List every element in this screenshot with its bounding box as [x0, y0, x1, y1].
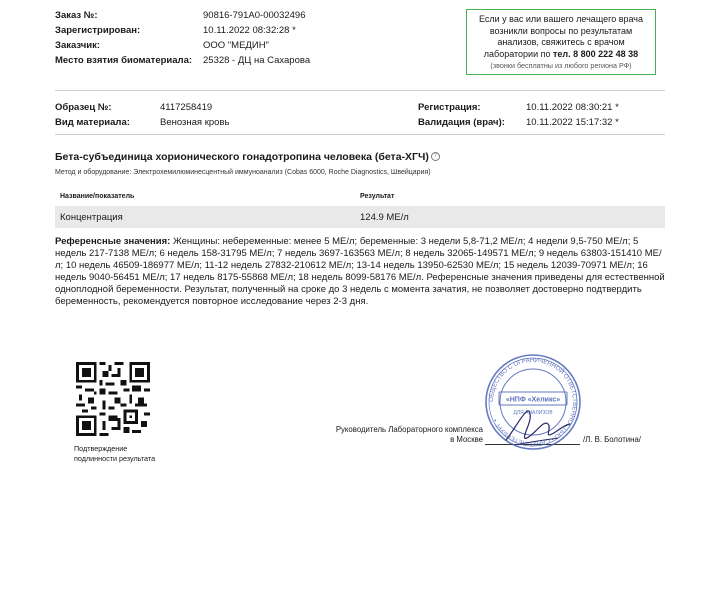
row-name: Концентрация [60, 212, 123, 223]
registered-label: Зарегистрирован: [55, 25, 141, 36]
sample-label: Образец №: [55, 102, 112, 113]
info-line-4-prefix: лаборатории по [483, 48, 553, 59]
test-title [55, 151, 440, 163]
help-icon[interactable]: ? [431, 152, 440, 161]
registered-value: 10.11.2022 08:32:28 * [203, 25, 296, 36]
order-value: 90816-791A0-00032496 [203, 10, 306, 21]
info-line-2: возникли вопросы по результатам [489, 25, 633, 36]
stamp-sub-text: ДЛЯ АНАЛИЗОВ [513, 410, 553, 416]
signer-title [318, 425, 483, 445]
qr-caption-line-2: подлинности результата [74, 454, 156, 463]
signature-icon [500, 400, 580, 452]
order-label: Заказ №: [55, 10, 98, 21]
phone-number[interactable]: тел. 8 800 222 48 38 [553, 48, 639, 59]
customer-label: Заказчик: [55, 40, 101, 51]
stamp-outer-text: ОБЩЕСТВО С ОГРАНИЧЕННОЙ ОТВЕТСТВЕННОСТЬЮ • САНКТ-ПЕТЕРБУРГ • [487, 356, 579, 448]
site-value: 25328 - ДЦ на Сахарова [203, 55, 311, 66]
info-line-4 [467, 49, 655, 61]
contact-info-box [466, 9, 656, 75]
registration-label: Регистрация: [418, 102, 481, 113]
divider [55, 134, 665, 135]
signer-name: /Л. В. Болотина/ [583, 435, 641, 444]
info-line-5: (звонки бесплатны из любого региона РФ) [490, 61, 632, 70]
reference-label: Референсные значения: [55, 236, 171, 247]
reference-values [55, 236, 665, 308]
registration-value: 10.11.2022 08:30:21 * [526, 102, 619, 113]
info-line-1: Если у вас или вашего лечащего врача [478, 14, 644, 24]
qr-caption [74, 444, 155, 464]
material-label: Вид материала: [55, 117, 130, 128]
qr-caption-line-1: Подтверждение [74, 444, 128, 453]
column-header-result: Результат [360, 193, 395, 200]
signer-line-1: Руководитель Лабораторного комплекса [335, 425, 483, 434]
stamp-center-text: «НПФ «Хеликс» [505, 396, 561, 404]
column-header-name: Название/показатель [60, 193, 135, 200]
reference-text: Женщины: небеременные: менее 5 МЕ/л; беременные: 3 недели 5,8-71,2 МЕ/л; 4 недели 9,5-750 МЕ/л; 5 недель 217-7138 МЕ/л; 6 недель 158-31795 МЕ/л; 7 недель 3697-163563 МЕ/л; 8 недель 32065-149571 МЕ/л; 9 недель 63803-151410 МЕ/л; 10 недель 46509-186977 МЕ/л; 11-12 недель 27832-210612 МЕ/л; 13-14 недель 13950-62530 МЕ/л; 15 недель 12039-70971 МЕ/л; 16 недель 9040-56451 МЕ/л; 17 недель 8175-55868 МЕ/л; 18 недель 8099-58176 МЕ/л. Референсные значения приведены для естественной одноплодной беременности. Результат, полученный на сроке до 3 недель с момента зачатия, не позволяет достоверно подтвердить беременность, рекомендуется повторное исследование через 2-3 дня. [55, 236, 665, 307]
validation-value: 10.11.2022 15:17:32 * [526, 117, 619, 128]
material-value: Венозная кровь [160, 117, 230, 128]
signer-line-2: в Москве [450, 435, 483, 444]
test-title-text: Бета-субъединица хорионического гонадотропина человека (бета-ХГЧ) [55, 151, 429, 163]
site-label: Место взятия биоматериала: [55, 55, 193, 66]
method-text: Метод и оборудование: Электрохемилюминесцентный иммуноанализ (Cobas 6000, Roche Diagnostics, Швейцария) [55, 169, 431, 176]
info-line-3: анализов, свяжитесь с врачом [497, 37, 625, 47]
sample-value: 4117258419 [160, 102, 213, 113]
customer-value: ООО "МЕДИН" [203, 40, 269, 51]
qr-code-icon[interactable] [76, 362, 150, 436]
row-result: 124.9 МЕ/л [360, 212, 409, 223]
divider [55, 90, 665, 91]
validation-label: Валидация (врач): [418, 117, 505, 128]
